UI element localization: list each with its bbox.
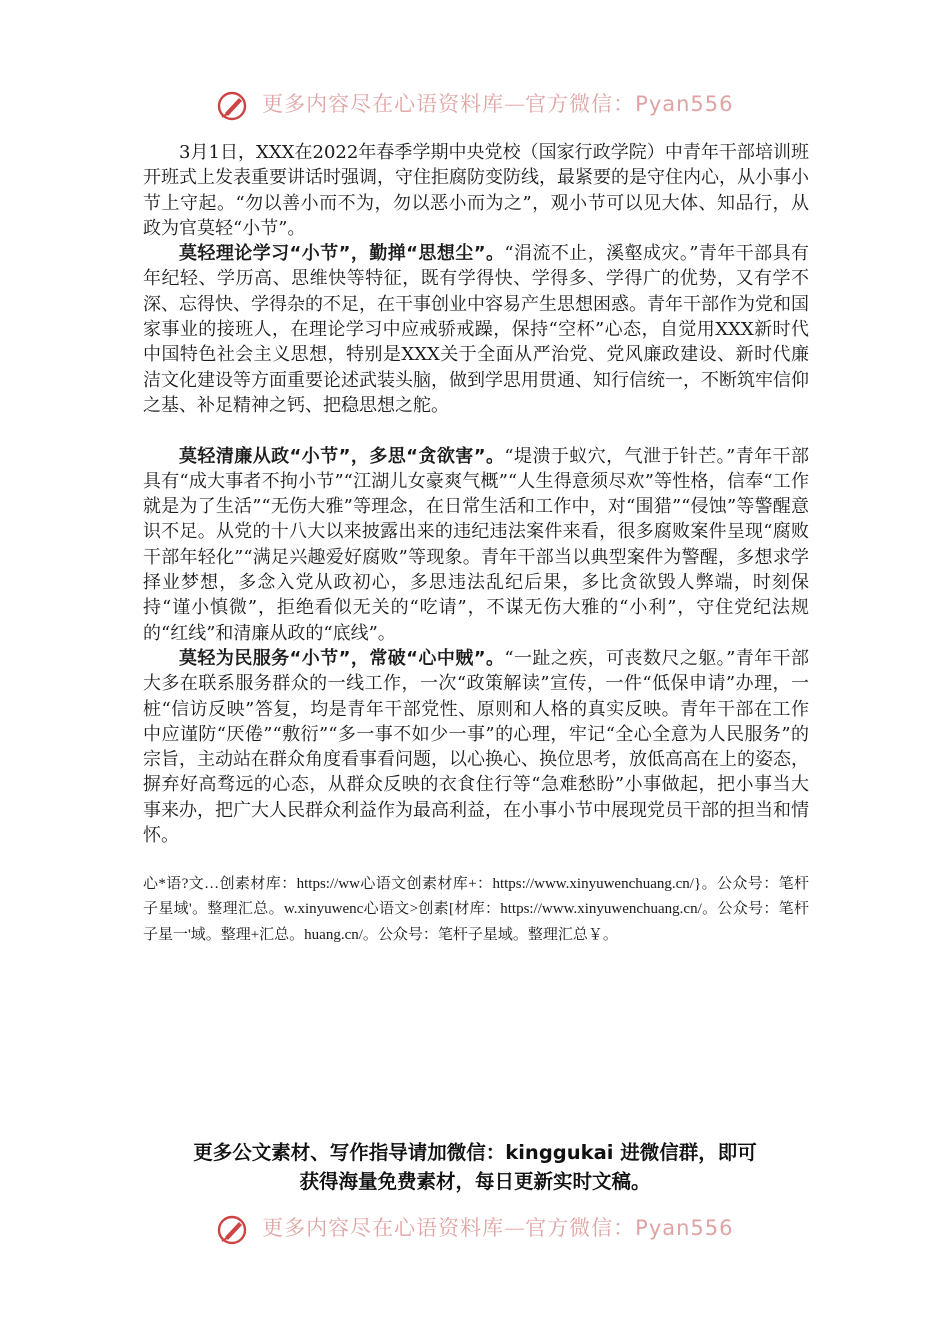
banner-dash: — [504, 1216, 526, 1240]
pen-in-circle-icon [216, 1214, 248, 1246]
section-heading: 莫轻清廉从政“小节”，多思“贪欲害”。 [179, 445, 505, 467]
section-text: “涓流不止，溪壑成灾。”青年干部具有年纪轻、学历高、思维快等特征，既有学得快、学得多、学得广的优势，又有学不深、忘得快、学得杂的不足，在干事创业中容易产生思想困惑。青年干部作为党和国家事业的接班人，在理论学习中应戒骄戒躁，保持“空杯”心态，自觉用XXX新时代中国特色社会主义思想，特别是XXX关于全面从严治党、党风廉政建设、新时代廉洁文化建设等方面重要论述武装头脑，做到学思用贯通、知行信统一，不断筑牢信仰之基、补足精神之钙、把稳思想之舵。 [143, 243, 810, 416]
header-banner [0, 88, 950, 122]
banner-wechat-id: Pyan556 [635, 1216, 734, 1240]
footer-banner [0, 1212, 950, 1246]
section-paragraph [143, 241, 809, 418]
banner-dash: — [504, 92, 526, 116]
banner-wechat-id: Pyan556 [635, 92, 734, 116]
article-body [143, 140, 809, 848]
banner-wechat-label: 官方微信： [525, 1216, 636, 1240]
section-heading: 莫轻理论学习“小节”，勤掸“思想尘”。 [179, 243, 505, 265]
section-text: “堤溃于蚁穴，气泄于针芒。”青年干部具有“成大事者不拘小节”“江湖儿女豪爽气概”“人生得意须尽欢”等性格，信奉“工作就是为了生活”“无伤大雅”等理念，在日常生活和工作中，对“围猎”“侵蚀”等警醒意识不足。从党的十八大以来披露出来的违纪违法案件来看，很多腐败案件呈现“腐败干部年轻化”“满足兴趣爱好腐败”等现象。青年干部当以典型案件为警醒，多想求学择业梦想，多念入党从政初心，多思违法乱纪后果，多比贪欲毁人弊端，时刻保持“谨小慎微”，拒绝看似无关的“吃请”，不谋无伤大雅的“小利”，守住党纪法规的“红线”和清廉从政的“底线”。 [143, 445, 810, 644]
promo-block [100, 1138, 850, 1196]
banner-text: 更多内容尽在心语资料库 [262, 92, 505, 116]
promo-line: 获得海量免费素材，每日更新实时文稿。 [299, 1170, 651, 1193]
section-text: “一趾之疾，可丧数尺之躯。”青年干部大多在联系服务群众的一线工作，一次“政策解读”宣传，一件“低保申请”办理，一桩“信访反映”答复，均是青年干部党性、原则和人格的真实反映。青年干部在工作中应谨防“厌倦”“敷衍”“多一事不如少一事”的心理，牢记“全心全意为人民服务”的宗旨，主动站在群众角度看事看问题，以心换心、换位思考，放低高高在上的姿态，摒弃好高骛远的心态，从群众反映的衣食住行等“急难愁盼”小事做起，把小事当大事来办，把广大人民群众利益作为最高利益，在小事小节中展现党员干部的担当和情怀。 [143, 647, 810, 847]
banner-text: 更多内容尽在心语资料库 [262, 1216, 505, 1240]
pen-in-circle-icon [216, 90, 248, 122]
section-paragraph [143, 444, 809, 646]
watermark-noise-text: 心*语?文…创素材库：https://ww心语文创素材库+：https://www.xinyuwenchuang.cn/}。公众号：笔杆子星域'。整理汇总。w.xinyuwenc心语文>创素[材库：https://www.xinyuwenchuang.cn/。公众号：笔杆子星一'域。整理+汇总。huang.cn/。公众号：笔杆子星域。整理汇总￥。 [143, 876, 809, 943]
banner-wechat-label: 官方微信： [525, 92, 636, 116]
section-heading: 莫轻为民服务“小节”，常破“心中贼”。 [179, 647, 505, 669]
section-paragraph [143, 646, 809, 848]
promo-line: 更多公文素材、写作指导请加微信：kinggukai 进微信群，即可 [193, 1141, 757, 1164]
intro-paragraph: 3月1日，XXX在2022年春季学期中央党校（国家行政学院）中青年干部培训班开班式上发表重要讲话时强调，守住拒腐防变防线，最紧要的是守住内心，从小事小节上守起。“勿以善小而不为，勿以恶小而为之”，观小节可以见大体、知品行，从政为官莫轻“小节”。 [143, 142, 809, 239]
